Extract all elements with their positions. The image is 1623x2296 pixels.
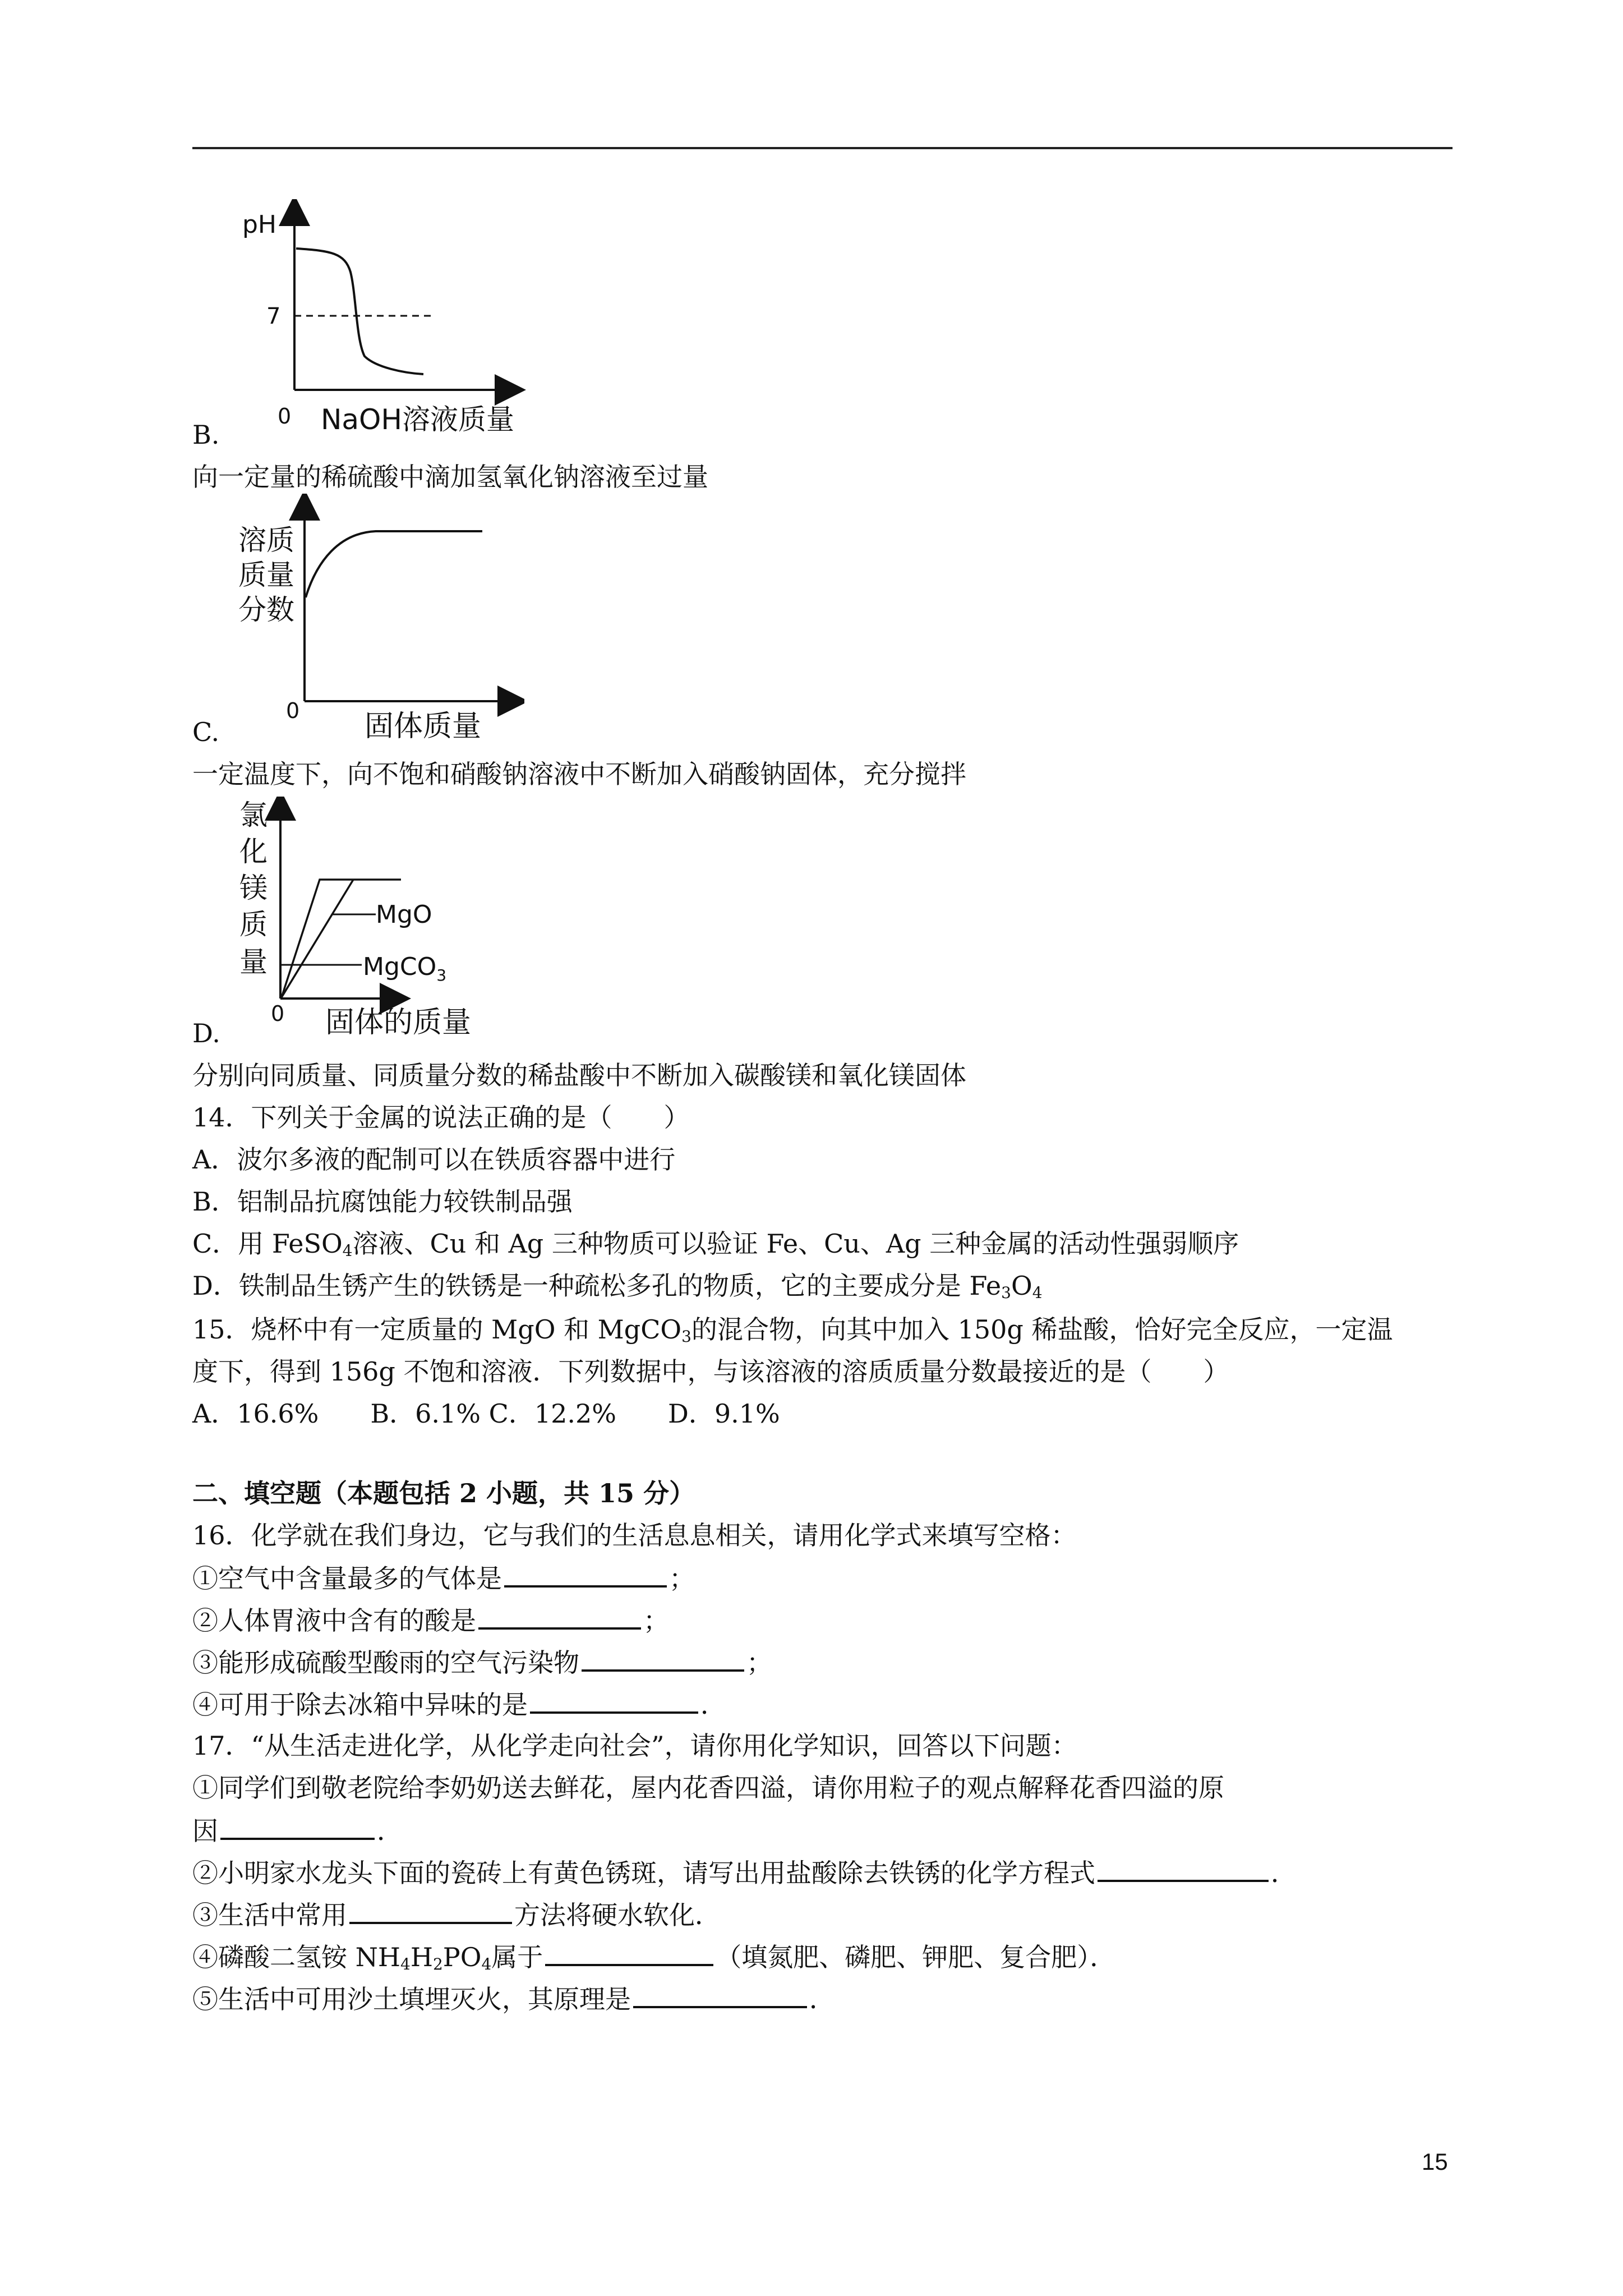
q16-item-2: ②人体胃液中含有的酸是 ； <box>192 1603 669 1637</box>
q14-stem: 14．下列关于金属的说法正确的是（ ） <box>192 1102 690 1133</box>
graph-d-letter: D. <box>192 1018 220 1048</box>
mgo-label: MgO <box>376 900 432 929</box>
q15-stem-line1: 15．烧杯中有一定质量的 MgO 和 MgCO$_3$的混合物，向其中加入 150g 稀盐酸，恰好完全反应，一定温 <box>192 1314 1393 1346</box>
y-axis-char-5: 量 <box>239 946 268 978</box>
q16-item-4: ④可用于除去冰箱中异味的是 ． <box>192 1687 726 1722</box>
y-axis-label-line1: 溶质 <box>238 524 294 556</box>
answer-blank[interactable] <box>582 1645 744 1672</box>
graph-c-solute-curve <box>233 494 524 746</box>
q16-stem: 16．化学就在我们身边，它与我们的生活息息相关，请用化学式来填写空格： <box>192 1520 1077 1550</box>
q15-stem-line2: 度下，得到 156g 不饱和溶液．下列数据中，与该溶液的溶质质量分数最接近的是（ ） <box>192 1356 1229 1387</box>
header-rule <box>192 147 1453 149</box>
page-number: 15 <box>1422 2148 1448 2175</box>
q14-option-d: D．铁制品生锈产生的铁锈是一种疏松多孔的物质，它的主要成分是 $Fe_3O_4$ <box>192 1271 1043 1302</box>
origin-label: 0 <box>286 698 300 723</box>
ph-curve <box>296 249 423 374</box>
section-2-heading: 二、填空题（本题包括 2 小题，共 15 分） <box>192 1478 695 1508</box>
q17-item-3: ③生活中常用 方法将硬水软化． <box>192 1897 721 1932</box>
origin-label: 0 <box>271 1001 285 1026</box>
graph-d-mgcl2-curves <box>233 797 524 1055</box>
q14-option-a: A．波尔多液的配制可以在铁质容器中进行 <box>192 1144 676 1175</box>
graph-d-caption: 分别向同质量、同质量分数的稀盐酸中不断加入碳酸镁和氧化镁固体 <box>192 1060 966 1091</box>
q14-option-c: C．用 FeSO$_4$溶液、Cu 和 Ag 三种物质可以验证 Fe、Cu、Ag 三种金属的活动性强弱顺序 <box>192 1228 1239 1260</box>
q17-item-5: ⑤生活中可用沙土填埋灭火，其原理是 ． <box>192 1981 835 2016</box>
q17-stem: 17．“从生活走进化学，从化学走向社会”，请你用化学知识，回答以下问题： <box>192 1731 1077 1761</box>
mgco3-label: MgCO$_3$ <box>363 953 447 984</box>
graph-c-caption: 一定温度下，向不饱和硝酸钠溶液中不断加入硝酸钠固体，充分搅拌 <box>192 759 966 789</box>
answer-blank[interactable] <box>478 1603 641 1630</box>
graph-c-letter: C. <box>192 717 220 747</box>
y-axis-label: pH <box>242 210 277 239</box>
q15-options: A．16.6% B．6.1% C．12.2% D．9.1% <box>192 1398 780 1429</box>
answer-blank[interactable] <box>530 1687 698 1714</box>
x-axis-label: NaOH溶液质量 <box>321 403 514 436</box>
answer-blank[interactable] <box>633 1981 807 2008</box>
solute-curve <box>306 531 482 597</box>
q17-item-2: ②小明家水龙头下面的瓷砖上有黄色锈斑，请写出用盐酸除去铁锈的化学方程式 ． <box>192 1855 1297 1890</box>
q17-item-4: ④磷酸二氢铵 $NH_4H_2PO_4$属于 （填氮肥、磷肥、钾肥、复合肥）． <box>192 1939 1115 1981</box>
y-axis-char-1: 氯 <box>239 799 268 831</box>
q16-item-3: ③能形成硫酸型酸雨的空气污染物 ； <box>192 1645 772 1680</box>
q14-option-b: B．铝制品抗腐蚀能力较铁制品强 <box>192 1186 573 1217</box>
graph-b-ph-curve <box>236 199 527 446</box>
y-axis-char-4: 质 <box>239 908 268 941</box>
x-axis-label: 固体质量 <box>365 710 482 743</box>
q17-item-1-line2: 因 ． <box>192 1813 403 1848</box>
y-axis-label-line2: 质量 <box>238 559 294 591</box>
mgco3-curve <box>282 880 353 997</box>
x-axis-label: 固体的质量 <box>325 1006 472 1039</box>
q16-item-1: ①空气中含量最多的气体是 ； <box>192 1561 695 1595</box>
answer-blank[interactable] <box>220 1813 375 1840</box>
y-axis-char-3: 镁 <box>239 872 268 904</box>
origin-label: 0 <box>278 404 292 429</box>
y-axis-label-line3: 分数 <box>238 593 294 626</box>
q17-item-1-line1: ①同学们到敬老院给李奶奶送去鲜花，屋内花香四溢，请你用粒子的观点解释花香四溢的原 <box>192 1773 1224 1803</box>
answer-blank[interactable] <box>545 1939 713 1966</box>
answer-blank[interactable] <box>504 1561 667 1588</box>
graph-b-caption: 向一定量的稀硫酸中滴加氢氧化钠溶液至过量 <box>192 462 708 492</box>
tick-label: 7 <box>266 303 281 329</box>
answer-blank[interactable] <box>1098 1855 1269 1882</box>
graph-b-letter: B. <box>192 420 220 450</box>
y-axis-char-2: 化 <box>239 835 268 868</box>
answer-blank[interactable] <box>349 1897 512 1924</box>
